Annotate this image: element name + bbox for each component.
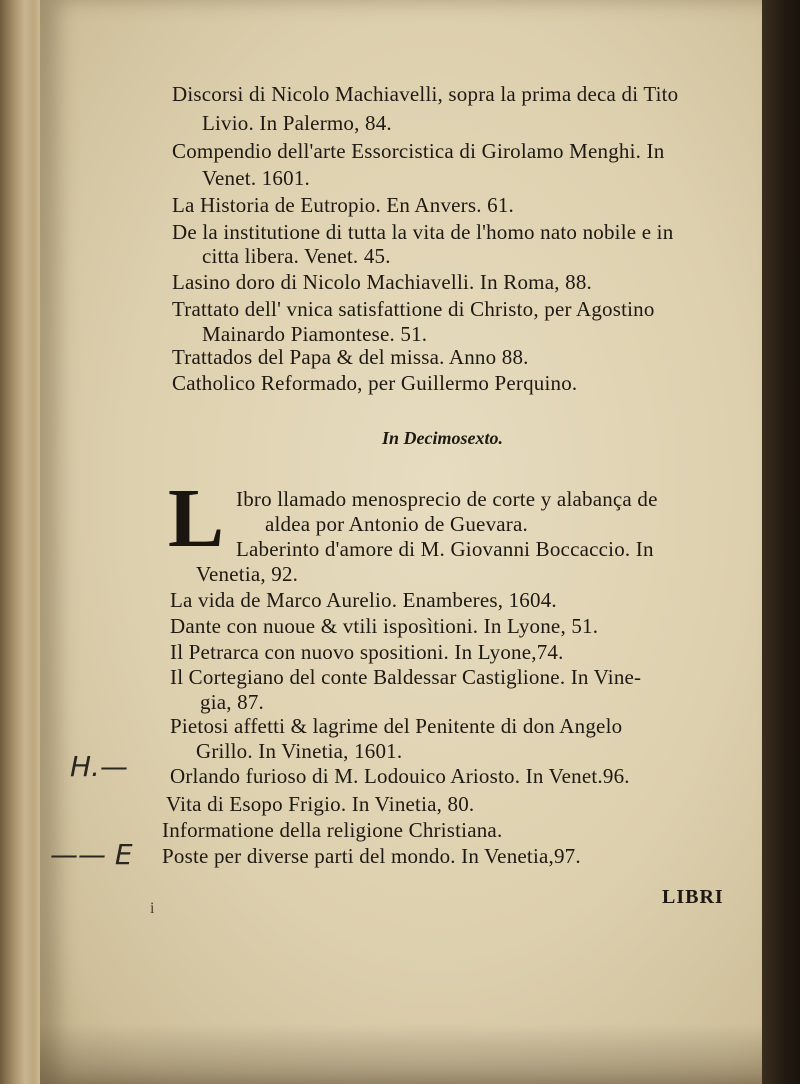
entry-line: Vita di Esopo Frigio. In Vinetia, 80. <box>166 792 475 816</box>
entry-line: Discorsi di Nicolo Machiavelli, sopra la prima deca di Tito <box>172 82 679 106</box>
entry-line: Catholico Reformado, per Guillermo Perquino. <box>172 371 578 395</box>
entry-line: Ibro llamado menosprecio de corte y alabança de <box>236 487 658 511</box>
entry-line: Venet. 1601. <box>202 166 310 190</box>
entry-line: Laberinto d'amore di M. Giovanni Boccaccio. In <box>236 537 654 561</box>
entry-line: Dante con nuoue & vtili isposìtioni. In Lyone, 51. <box>170 614 599 638</box>
margin-note: H.— <box>70 750 128 783</box>
entry-line: Pietosi affetti & lagrime del Penitente di don Angelo <box>170 714 623 738</box>
entry-line: Trattados del Papa & del missa. Anno 88. <box>172 345 529 369</box>
entry-line: Poste per diverse parti del mondo. In Venetia,97. <box>162 844 581 868</box>
drop-cap: L <box>168 472 225 565</box>
entry-line: Venetia, 92. <box>196 562 299 586</box>
entry-line: Trattato dell' vnica satisfattione di Christo, per Agostino <box>172 297 655 321</box>
entry-line: gia, 87. <box>200 690 265 714</box>
entry-line: Orlando furioso di M. Lodouico Ariosto. In Venet.96. <box>170 764 630 788</box>
entry-line: Lasino doro di Nicolo Machiavelli. In Roma, 88. <box>172 270 592 294</box>
entry-line: aldea por Antonio de Guevara. <box>265 512 528 536</box>
entry-line: Il Petrarca con nuovo spositioni. In Lyone,74. <box>170 640 564 664</box>
entry-line: Il Cortegiano del conte Baldessar Castiglione. In Vine- <box>170 665 642 689</box>
entry-line: Mainardo Piamontese. 51. <box>202 322 428 346</box>
entry-line: Livio. In Palermo, 84. <box>202 111 392 135</box>
entry-line: Grillo. In Vinetia, 1601. <box>196 739 403 763</box>
entry-line: Compendio dell'arte Essorcistica di Girolamo Menghi. In <box>172 139 665 163</box>
margin-note: —— E <box>50 838 133 871</box>
entry-line: De la institutione di tutta la vita de l'homo nato nobile e in <box>172 220 674 244</box>
section-heading: In Decimosexto. <box>382 428 503 448</box>
entry-line: citta libera. Venet. 45. <box>202 244 391 268</box>
signature-mark: i <box>150 900 155 917</box>
entry-line: La Historia de Eutropio. En Anvers. 61. <box>172 193 514 217</box>
entry-line: Informatione della religione Christiana. <box>162 818 503 842</box>
entry-line: La vida de Marco Aurelio. Enamberes, 1604. <box>170 588 557 612</box>
catchword: LIBRI <box>662 886 724 908</box>
